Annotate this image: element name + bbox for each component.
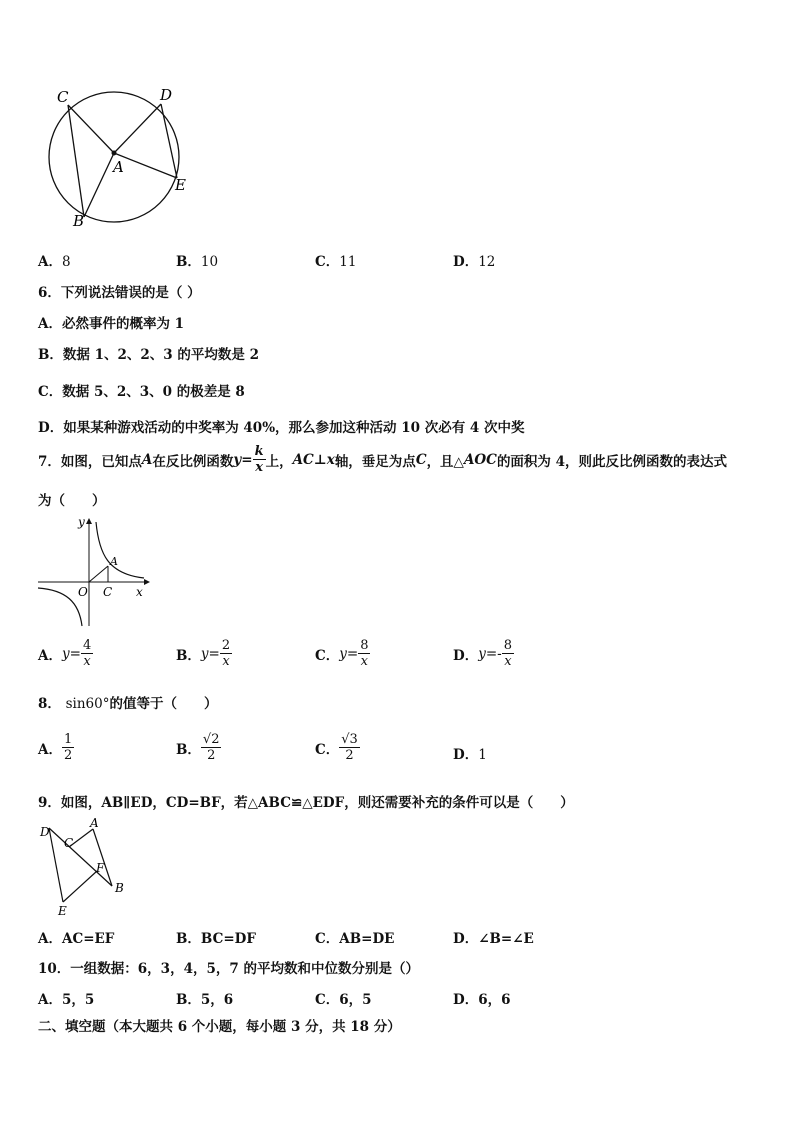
q7-option-b[interactable]: B． y= $\frac{2}{x}$	[176, 638, 231, 669]
label-O: O	[78, 585, 88, 599]
q7-option-c[interactable]: C． y= $\frac{8}{x}$	[315, 638, 369, 669]
label-A: A	[90, 816, 99, 830]
q9-stem: 9．如图，AB∥ED，CD=BF，若△ABC≌△EDF，则还需要补充的条件可以是（ ）	[38, 795, 574, 811]
curve-q3	[38, 588, 82, 626]
q7-option-a[interactable]: A． y= $\frac{4}{x}$	[38, 638, 92, 669]
q7-hyperbola-figure	[36, 514, 156, 630]
label-B: B	[73, 212, 85, 230]
q5-option-b[interactable]: B．10	[176, 254, 219, 270]
segment-DE	[161, 104, 177, 178]
label-E: E	[175, 176, 186, 194]
q8-option-d[interactable]: D．1	[453, 747, 487, 763]
segment-OA	[89, 566, 108, 582]
q8-option-b[interactable]: B． $\frac{√2}{2}$	[176, 732, 220, 763]
q9-option-c[interactable]: C．AB=DE	[315, 931, 395, 947]
point-A	[112, 151, 117, 156]
label-C: C	[103, 585, 113, 599]
q9-triangles-figure	[36, 814, 132, 920]
q8-stem: 8． sin60°的值等于（ ）	[38, 696, 218, 712]
label-D: D	[160, 86, 173, 104]
label-D: D	[40, 825, 50, 839]
q9-option-d[interactable]: D．∠B=∠E	[453, 931, 534, 947]
q10-stem: 10．一组数据：6，3，4，5，7 的平均数和中位数分别是（）	[38, 961, 419, 977]
label-A: A	[110, 555, 118, 568]
q6-stem: 6．下列说法错误的是（ ）	[38, 285, 201, 301]
q6-option-d[interactable]: D．如果某种游戏活动的中奖率为 40%，那么参加这种活动 10 次必有 4 次中奖	[38, 420, 525, 436]
q10-option-a[interactable]: A．5，5	[38, 992, 95, 1008]
q5-option-d[interactable]: D．12	[453, 254, 496, 270]
q9-option-a[interactable]: A．AC=EF	[38, 931, 115, 947]
y-axis-arrow	[86, 518, 92, 524]
section-2-title: 二、填空题（本大题共 6 个小题，每小题 3 分，共 18 分）	[38, 1019, 401, 1035]
q5-circle-figure	[40, 80, 200, 230]
q5-option-a[interactable]: A．8	[38, 254, 71, 270]
label-B: B	[115, 881, 124, 895]
label-F: F	[96, 861, 105, 875]
q9-option-b[interactable]: B．BC=DF	[176, 931, 256, 947]
label-C: C	[57, 88, 69, 106]
label-C: C	[64, 836, 74, 850]
label-x: x	[136, 585, 143, 599]
q5-option-c[interactable]: C．11	[315, 254, 357, 270]
x-axis-arrow	[144, 579, 150, 585]
q7-stem-line2: 为（ ）	[38, 493, 106, 509]
segment-CB	[68, 105, 84, 217]
label-y: y	[78, 515, 85, 529]
q8-option-a[interactable]: A． $\frac{1}{2}$	[38, 732, 73, 763]
q6-option-a[interactable]: A．必然事件的概率为 1	[38, 316, 185, 332]
q6-option-c[interactable]: C．数据 5、2、3、0 的极差是 8	[38, 384, 245, 400]
segment-EF	[63, 871, 97, 902]
segment-CA	[68, 105, 114, 153]
label-E: E	[58, 904, 67, 918]
segment-AD	[114, 104, 161, 153]
segment-AB	[84, 153, 114, 217]
q10-option-c[interactable]: C．6，5	[315, 992, 372, 1008]
q10-option-d[interactable]: D．6，6	[453, 992, 511, 1008]
q8-option-c[interactable]: C． $\frac{√3}{2}$	[315, 732, 358, 763]
q6-option-b[interactable]: B．数据 1、2、2、3 的平均数是 2	[38, 347, 259, 363]
q7-stem: 7．如图，已知点 A 在反比例函数 y = $\frac{k}{x}$ 上， AC⊥x 轴，垂足为点 C ，且△ AOC 的面积为 4，则此反比例函数的表达式	[38, 444, 728, 475]
label-A: A	[113, 158, 124, 176]
q7-option-d[interactable]: D． y=- $\frac{8}{x}$	[453, 638, 512, 669]
q10-option-b[interactable]: B．5，6	[176, 992, 234, 1008]
